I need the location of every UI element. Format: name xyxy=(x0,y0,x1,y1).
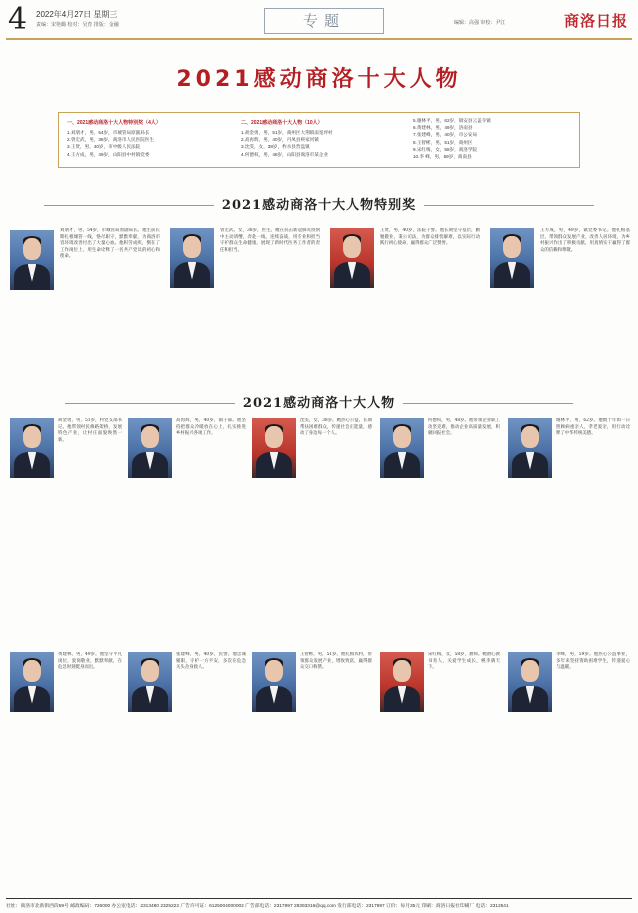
portrait-photo xyxy=(380,418,424,478)
portrait-photo xyxy=(330,228,374,288)
page-title: 2021感动商洛十大人物 xyxy=(176,67,462,92)
list-item: 3.王贤，男，40岁，市中级人民法院 xyxy=(67,144,141,150)
masthead xyxy=(6,4,632,40)
bio-text: 何德权，男，48岁。他带领企业职工攻坚克难，推动企业高质量发展，积极回报社会。 xyxy=(428,418,500,437)
bio-text: 沈雯，女，38岁。她热心公益，长期帮扶困难群众，传递社会正能量，感动了身边每一个人。 xyxy=(300,418,372,437)
portrait-photo xyxy=(128,652,172,712)
list-item: 6.黄建林，男，49岁，洛南县 xyxy=(413,125,473,131)
staff-credits: 责编：宋艳璐 校对：吴育 排版：金融 xyxy=(36,22,119,28)
list-item: 3.沈雯，女，38岁，柞水县营盘镇 xyxy=(241,144,310,150)
people-section-title: 2021感动商洛十大人物 xyxy=(0,392,638,411)
bio-text: 王智彬，男，51岁。他扎根农村，带领群众发展产业，增收致富，赢得群众交口称赞。 xyxy=(300,652,372,671)
list-item: 4.王方成，男，49岁，山阳县中村镇党委 xyxy=(67,151,150,157)
portrait-photo xyxy=(490,228,534,288)
portrait-photo xyxy=(128,418,172,478)
list-item: 2.高再辉，男，40岁，丹凤县庾家河镇 xyxy=(241,137,319,143)
page-footer: 社址：商洛市北新街西段59号 邮政编码：726000 办公室电话：2313480 2325222 广告许可证：6125004000002 广告部电话：2317997 28393316@qq.com 发行部电话：2317997 订价：每月35元 印刷：商洛日报社印刷厂 电话：2312541 xyxy=(6,898,632,909)
list-item: 7.张建峰，男，40岁，市公安局 xyxy=(413,132,478,138)
editor-credits: 编辑：高强 审校：尹江 xyxy=(454,20,506,26)
bio-text: 黄建林，男，49岁。他坚守平凡岗位，爱岗敬业，默默奉献，在危急时刻挺身而出。 xyxy=(58,652,122,671)
bio-text: 刘朋才，男，54岁，市城管局原副局长。他生前长期扎根城管一线，恪尽职守，默默奉献，为商洛市容环境改善付出了大量心血。他积劳成疾，倒在了工作岗位上，用生命诠释了一名共产党员的初心和使命。 xyxy=(60,228,160,260)
newspaper-logo: 商洛日报 xyxy=(563,12,628,30)
portrait-photo xyxy=(10,230,54,290)
people-list-continued xyxy=(413,117,573,160)
portrait-photo xyxy=(508,652,552,712)
special-award-heading: 一、2021感动商洛十大人物特别奖（4人） xyxy=(67,120,161,126)
bio-text: 宋红梅，女，58岁，教师。她潜心教书育人，关爱学生成长，桃李满天下。 xyxy=(428,652,500,671)
bio-text: 王贤，男，40岁，法院干警。他长期坚守基层，勤勉敬业，秉公司法，为群众排忧解难，以实际行动践行初心使命，赢得群众广泛赞誉。 xyxy=(380,228,480,247)
list-item: 1.胡金勇，男，51岁，商州区大荆镇南宽坪村 xyxy=(241,130,333,135)
bio-text: 曾宏武，女，38岁，医生。她在抗击新冠肺炎疫情中主动请缨，奔赴一线，连续奋战，用专业和担当守护群众生命健康，展现了新时代医务工作者的责任和担当。 xyxy=(220,228,320,253)
portrait-photo xyxy=(252,652,296,712)
people-list-heading: 二、2021感动商洛十大人物（10人） xyxy=(241,120,323,126)
bio-text: 张建峰，男，40岁，民警。他忠诚履职，守护一方平安，多次在危急关头舍身救人。 xyxy=(176,652,246,671)
list-item: 5.谢林平，男，62岁，镇安县云盖寺镇 xyxy=(413,118,491,123)
bio-text: 谢林平，男，62岁。他数十年如一日照顾病重亲人，孝老爱亲，用行动诠释了中华传统美德。 xyxy=(556,418,630,437)
portrait-photo xyxy=(380,652,424,712)
special-award-list xyxy=(67,119,227,158)
list-item: 4.何德权，男，48岁，山阳县商洛市某企业 xyxy=(241,151,329,157)
portrait-photo xyxy=(10,418,54,478)
bio-text: 王方成，男，49岁，镇党委书记。他扎根基层，带领群众发展产业，改善人居环境，为乡村振兴作出了积极贡献，用真情实干赢得了群众的信赖和尊敬。 xyxy=(540,228,630,253)
list-item: 8.王智彬，男，51岁，商州区 xyxy=(413,139,473,145)
list-item: 9.宋红梅，女，58岁，商洛学院 xyxy=(413,146,478,152)
list-item: 10.李 峰，男，59岁，商南县 xyxy=(413,154,472,160)
section-label: 专题 xyxy=(264,8,384,34)
bio-text: 高再辉，男，40岁，镇干部。他坚持把群众冷暖放在心上，扎实推进乡村振兴各项工作。 xyxy=(176,418,246,437)
list-item: 2.曾宏武，男，38岁，商洛市人民医院医生 xyxy=(67,137,155,143)
special-award-section-title: 2021感动商洛十大人物特别奖 xyxy=(0,194,638,213)
portrait-photo xyxy=(170,228,214,288)
bio-text: 胡金勇，男，51岁，村党支部书记。他带领村民修路架桥，发展特色产业，让村庄面貌焕然一新。 xyxy=(58,418,122,443)
portrait-photo xyxy=(252,418,296,478)
portrait-photo xyxy=(508,418,552,478)
issue-date: 2022年4月27日 星期三 xyxy=(36,10,118,19)
people-list xyxy=(241,119,401,158)
portrait-photo xyxy=(10,652,54,712)
page-number: 4 xyxy=(8,2,28,37)
list-item: 1.刘朋才，男，54岁，市城管局原副局长 xyxy=(67,130,150,135)
bio-text: 李峰，男，59岁。他热心公益事业，多年来坚持资助困难学生，传递爱心与温暖。 xyxy=(556,652,630,671)
honor-list-box xyxy=(58,112,580,168)
